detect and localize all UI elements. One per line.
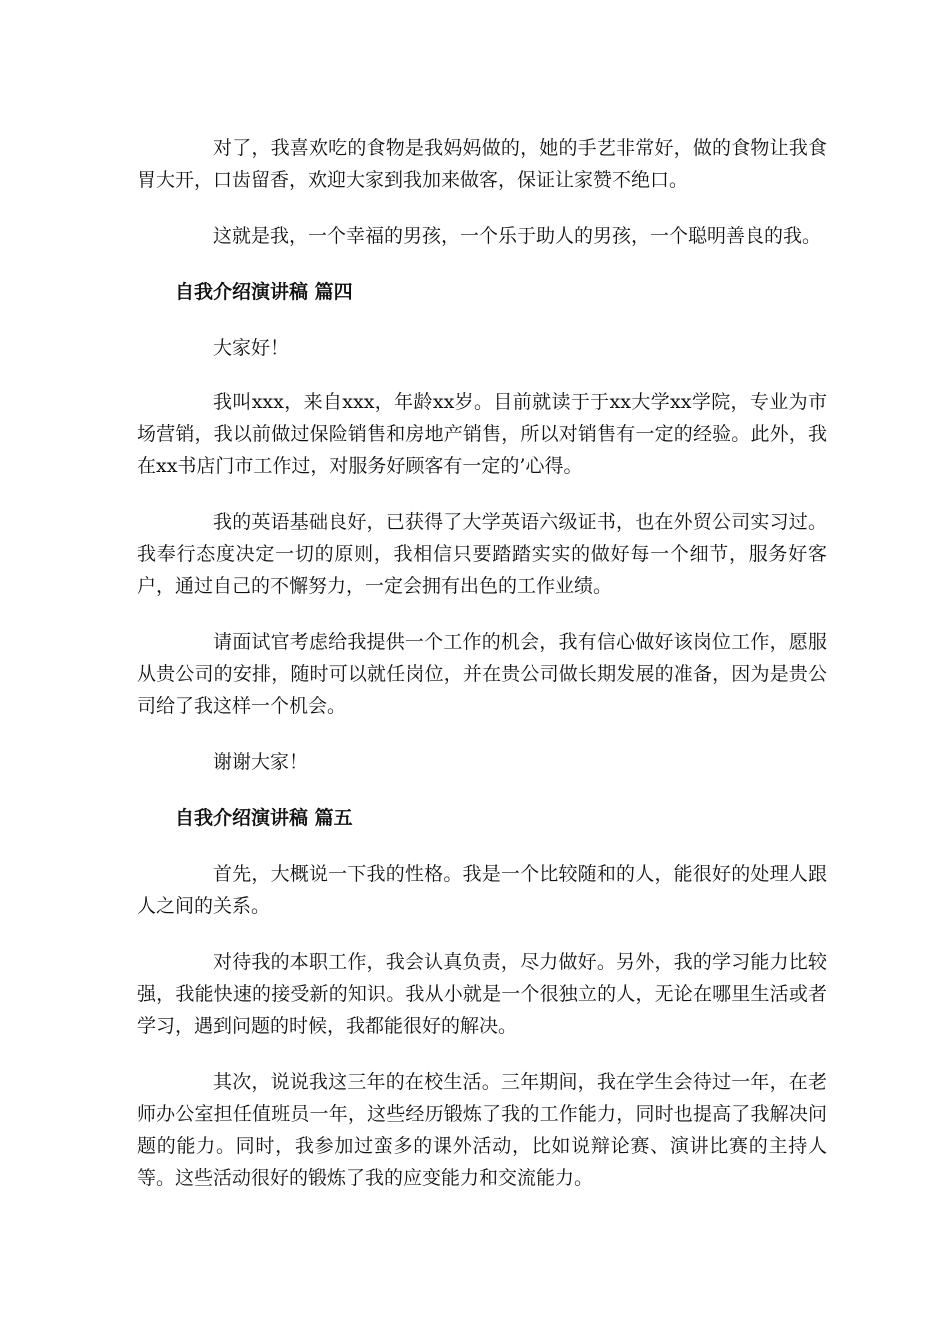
paragraph-greeting: 大家好！	[213, 337, 290, 359]
paragraph-personality: 首先，大概说一下我的性格。我是一个比较随和的人，能很好的处理人跟人之间的关系。	[137, 863, 827, 917]
paragraph-job-request: 请面试官考虑给我提供一个工作的机会，我有信心做好该岗位工作，愿服从贵公司的安排，随时可以就任岗位，并在贵公司做长期发展的准备，因为是贵公司给了我这样一个机会。	[137, 631, 827, 717]
paragraph-favorite-food: 对了，我喜欢吃的食物是我妈妈做的，她的手艺非常好，做的食物让我食胃大开，口齿留香，欢迎大家到我加来做客，保证让家赞不绝口。	[137, 137, 827, 191]
section-heading-5: 自我介绍演讲稿 篇五	[175, 807, 353, 829]
paragraph-thanks: 谢谢大家！	[213, 751, 309, 773]
paragraph-closing-self: 这就是我，一个幸福的男孩，一个乐于助人的男孩，一个聪明善良的我。	[213, 225, 822, 247]
paragraph-introduction: 我叫xxx，来自xxx，年龄xx岁。目前就读于于xx大学xx学院，专业为市场营销，我以前做过保险销售和房地产销售，所以对销售有一定的经验。此外，我在xx书店门市工作过，对服务好顾客有一定的’心得。	[137, 391, 827, 477]
paragraph-english-skills: 我的英语基础良好，已获得了大学英语六级证书，也在外贸公司实习过。我奉行态度决定一切的原则，我相信只要踏踏实实的做好每一个细节，服务好客户，通过自己的不懈努力，一定会拥有出色的工作业绩。	[137, 511, 827, 597]
paragraph-school-life: 其次，说说我这三年的在校生活。三年期间，我在学生会待过一年，在老师办公室担任值班员一年，这些经历锻炼了我的工作能力，同时也提高了我解决问题的能力。同时，我参加过蛮多的课外活动，比如说辩论赛、演讲比赛的主持人等。这些活动很好的锻炼了我的应变能力和交流能力。	[137, 1071, 827, 1189]
paragraph-work-attitude: 对待我的本职工作，我会认真负责，尽力做好。另外，我的学习能力比较强，我能快速的接受新的知识。我从小就是一个很独立的人，无论在哪里生活或者学习，遇到问题的时候，我都能很好的解决。	[137, 951, 827, 1037]
section-heading-4: 自我介绍演讲稿 篇四	[175, 281, 353, 303]
